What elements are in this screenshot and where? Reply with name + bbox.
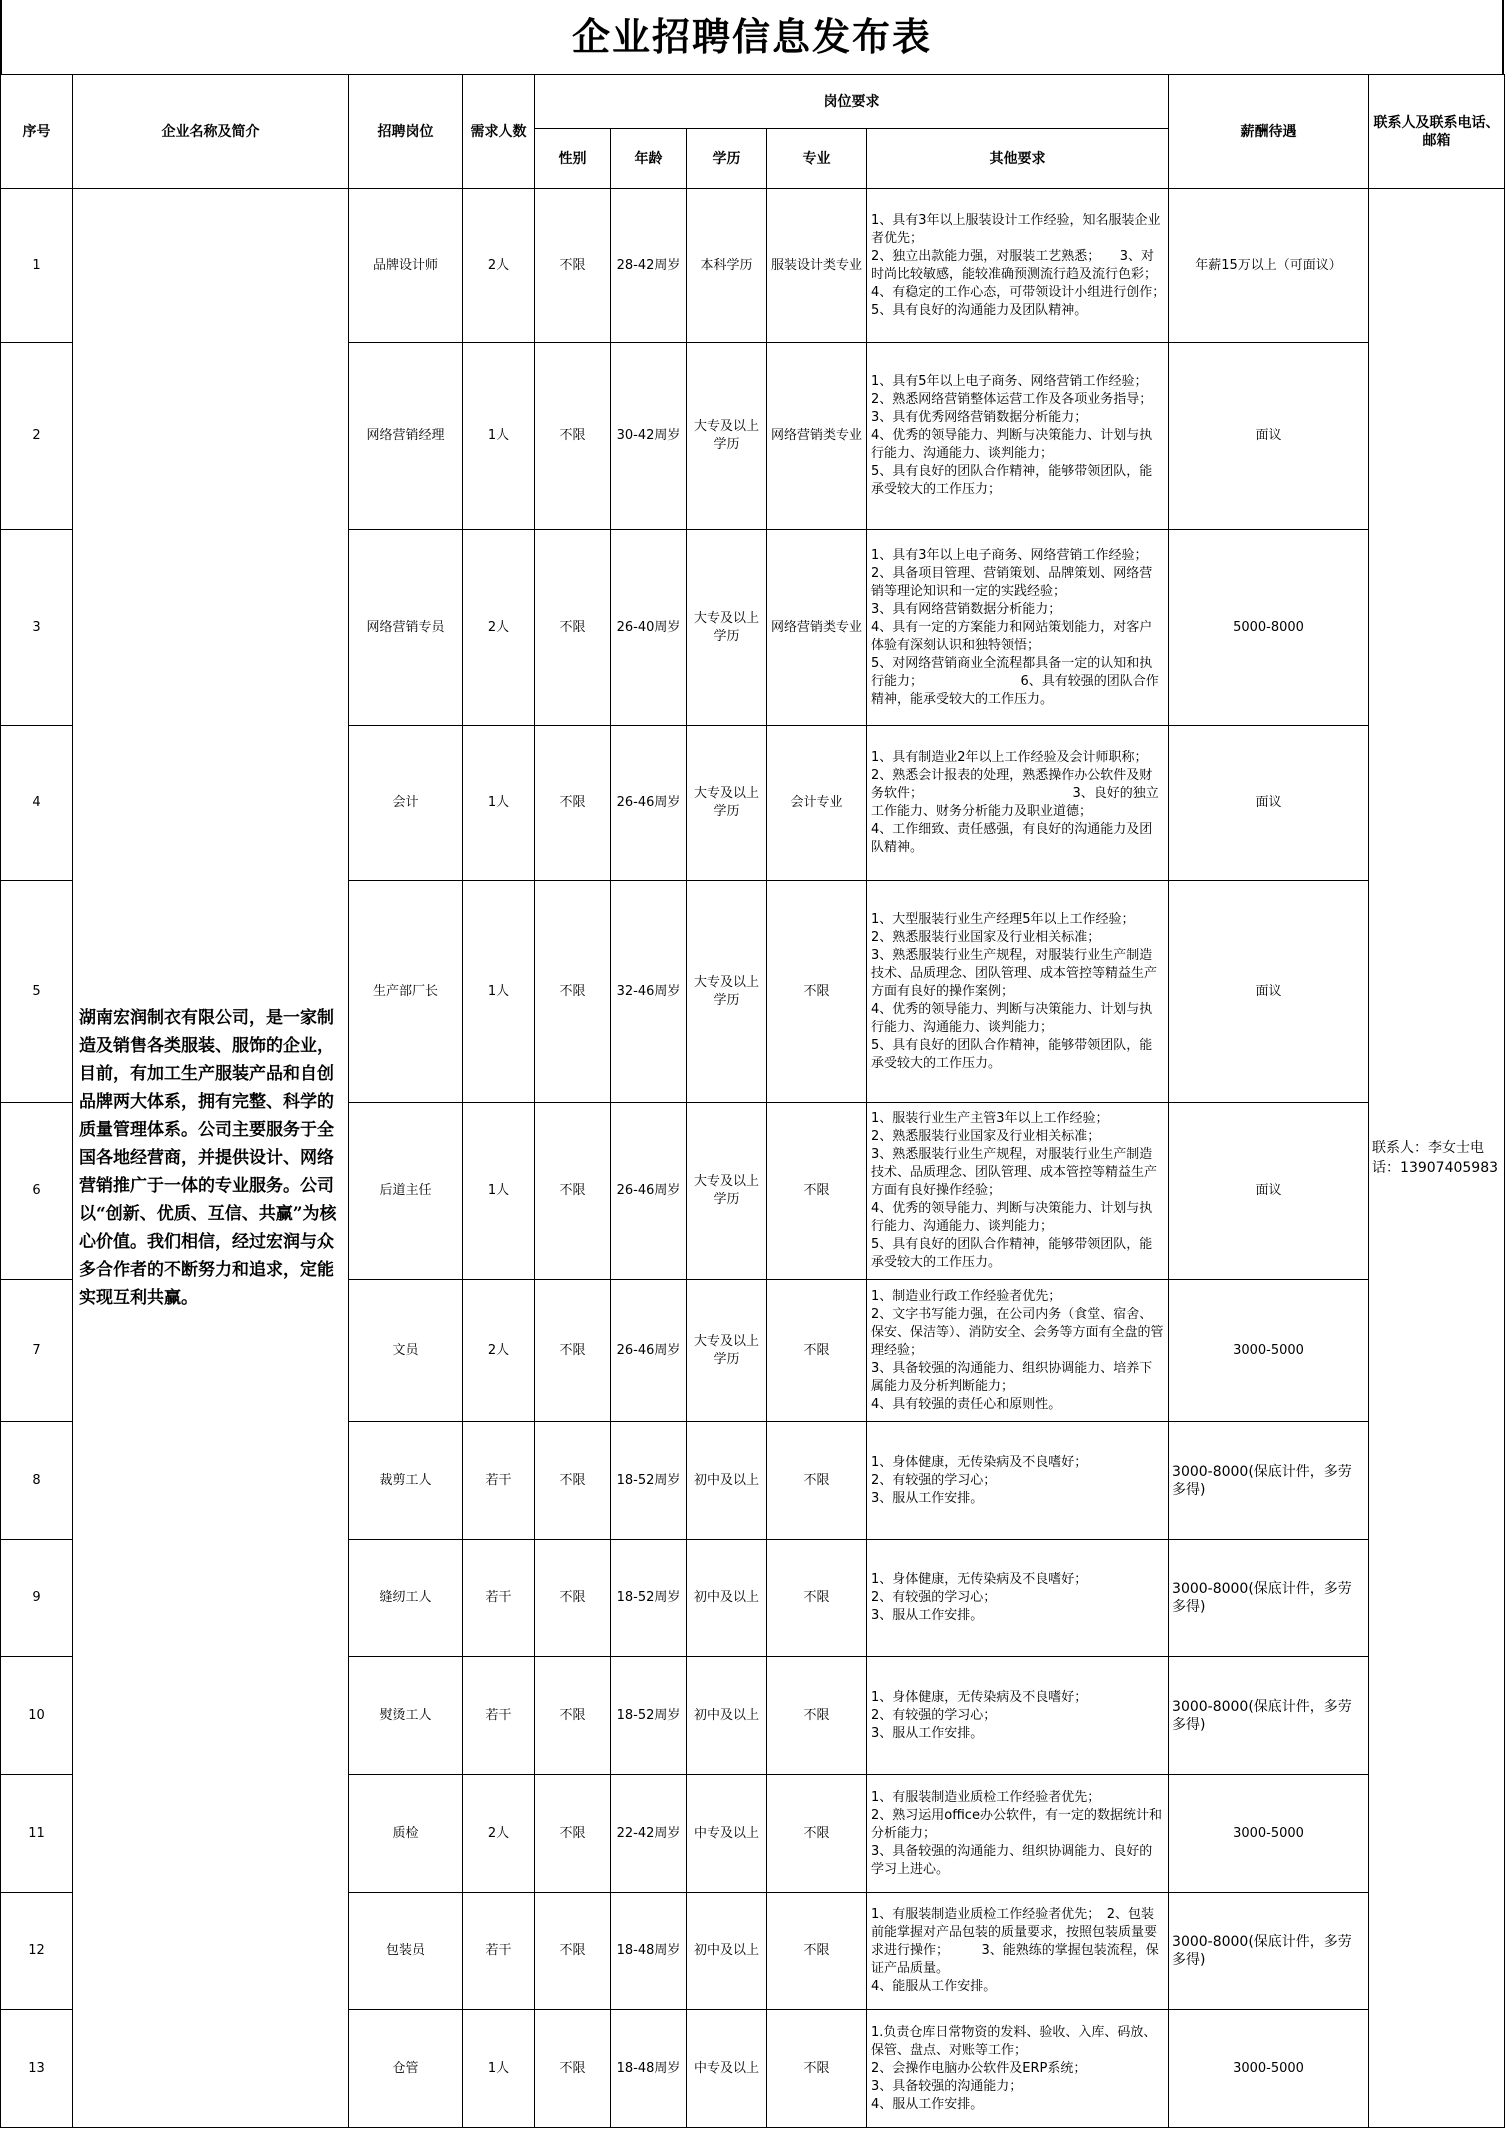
cell-other-requirements xyxy=(867,1893,1169,2010)
cell-major: 不限 xyxy=(767,1540,867,1657)
table-row xyxy=(1,189,1505,343)
requirement-line: 2、熟悉服装行业国家及行业相关标准； xyxy=(871,929,1101,945)
cell-major: 不限 xyxy=(767,1893,867,2010)
requirement-line: 3、具备较强的沟通能力； xyxy=(871,2078,1023,2094)
cell-major: 不限 xyxy=(767,881,867,1103)
cell-position: 网络营销经理 xyxy=(349,343,463,530)
cell-salary: 3000-5000 xyxy=(1169,1280,1369,1422)
cell-gender: 不限 xyxy=(535,1280,611,1422)
requirement-line: 2、熟习运用office办公软件，有一定的数据统计和分析能力； xyxy=(871,1807,1162,1841)
requirement-line: 1、服装行业生产主管3年以上工作经验； xyxy=(871,1111,1109,1126)
cell-seq: 10 xyxy=(1,1657,73,1775)
cell-seq: 2 xyxy=(1,343,73,530)
cell-other-requirements xyxy=(867,1280,1169,1422)
cell-count: 2人 xyxy=(463,189,535,343)
requirement-line: 2、熟悉服装行业国家及行业相关标准； xyxy=(871,1129,1101,1144)
cell-gender: 不限 xyxy=(535,189,611,343)
requirement-line: 2、熟悉网络营销整体运营工作及各项业务指导； 3、具有优秀网络营销数据分析能力； xyxy=(871,392,1367,425)
cell-major: 不限 xyxy=(767,1657,867,1775)
header-contact: 联系人及联系电话、邮箱 xyxy=(1369,75,1505,189)
cell-position: 网络营销专员 xyxy=(349,530,463,726)
header-position: 招聘岗位 xyxy=(349,75,463,189)
recruitment-table xyxy=(0,74,1505,2128)
cell-salary: 5000-8000 xyxy=(1169,530,1369,726)
cell-salary: 面议 xyxy=(1169,881,1369,1103)
cell-position: 裁剪工人 xyxy=(349,1422,463,1540)
requirement-line: 2、独立出款能力强，对服装工艺熟悉； 3、对时尚比较敏感，能较准确预测流行趋及流行色彩； 4、有稳定的工作心态，可带领设计小组进行创作； 5、具有良好的沟通能力及团队精神。 xyxy=(871,248,1263,318)
requirement-line: 5、对网络营销商业全流程都具备一定的认知和执行能力； 6、具有较强的团队合作精神，能承受较大的工作压力。 xyxy=(871,655,1159,707)
cell-education: 中专及以上 xyxy=(687,1775,767,1893)
cell-education: 大专及以上学历 xyxy=(687,343,767,530)
cell-salary: 3000-8000(保底计件，多劳多得) xyxy=(1169,1657,1369,1775)
cell-education: 大专及以上学历 xyxy=(687,1280,767,1422)
requirement-line: 3、具有网络营销数据分析能力； xyxy=(871,601,1062,617)
cell-gender: 不限 xyxy=(535,1540,611,1657)
cell-age: 26-46周岁 xyxy=(611,1280,687,1422)
cell-education: 初中及以上 xyxy=(687,1540,767,1657)
requirement-line: 1、身体健康，无传染病及不良嗜好； xyxy=(871,1689,1088,1705)
cell-age: 32-46周岁 xyxy=(611,881,687,1103)
cell-other-requirements xyxy=(867,1422,1169,1540)
requirement-line: 1、具有5年以上电子商务、网络营销工作经验； xyxy=(871,374,1148,389)
header-age: 年龄 xyxy=(611,129,687,189)
cell-age: 28-42周岁 xyxy=(611,189,687,343)
cell-position: 仓管 xyxy=(349,2010,463,2128)
cell-salary: 3000-8000(保底计件，多劳多得) xyxy=(1169,1422,1369,1540)
cell-education: 初中及以上 xyxy=(687,1422,767,1540)
cell-seq: 7 xyxy=(1,1280,73,1422)
cell-seq: 12 xyxy=(1,1893,73,2010)
cell-education: 大专及以上学历 xyxy=(687,726,767,881)
cell-count: 1人 xyxy=(463,881,535,1103)
requirement-line: 2、有较强的学习心； xyxy=(871,1707,997,1723)
cell-salary: 年薪15万以上（可面议） xyxy=(1169,189,1369,343)
header-education: 学历 xyxy=(687,129,767,189)
cell-age: 30-42周岁 xyxy=(611,343,687,530)
cell-education: 大专及以上学历 xyxy=(687,881,767,1103)
cell-gender: 不限 xyxy=(535,530,611,726)
cell-major: 不限 xyxy=(767,1775,867,1893)
cell-gender: 不限 xyxy=(535,343,611,530)
requirement-line: 4、优秀的领导能力、判断与决策能力、计划与执行能力、沟通能力、谈判能力； xyxy=(871,1001,1153,1035)
header-major: 专业 xyxy=(767,129,867,189)
cell-education: 初中及以上 xyxy=(687,1893,767,2010)
cell-age: 18-48周岁 xyxy=(611,1893,687,2010)
requirement-line: 4、具有一定的方案能力和网站策划能力，对客户体验有深刻认识和独特领悟； xyxy=(871,619,1153,653)
requirement-line: 2、有较强的学习心； xyxy=(871,1472,997,1488)
cell-education: 初中及以上 xyxy=(687,1657,767,1775)
cell-gender: 不限 xyxy=(535,881,611,1103)
cell-position: 包装员 xyxy=(349,1893,463,2010)
cell-gender: 不限 xyxy=(535,2010,611,2128)
cell-gender: 不限 xyxy=(535,1103,611,1280)
cell-age: 18-52周岁 xyxy=(611,1540,687,1657)
cell-salary: 3000-8000(保底计件，多劳多得) xyxy=(1169,1540,1369,1657)
cell-salary: 3000-5000 xyxy=(1169,2010,1369,2128)
cell-count: 2人 xyxy=(463,1775,535,1893)
cell-gender: 不限 xyxy=(535,1422,611,1540)
cell-count: 若干 xyxy=(463,1422,535,1540)
cell-count: 若干 xyxy=(463,1893,535,2010)
requirement-line: 2、有较强的学习心； xyxy=(871,1590,997,1605)
requirement-line: 1、制造业行政工作经验者优先； xyxy=(871,1288,1062,1304)
header-other: 其他要求 xyxy=(867,129,1169,189)
cell-salary: 3000-5000 xyxy=(1169,1775,1369,1893)
cell-count: 若干 xyxy=(463,1540,535,1657)
requirement-line: 1.负责仓库日常物资的发料、验收、入库、码放、保管、盘点、对账等工作； xyxy=(871,2024,1157,2058)
cell-seq: 1 xyxy=(1,189,73,343)
requirement-line: 4、优秀的领导能力、判断与决策能力、计划与执行能力、沟通能力、谈判能力； xyxy=(871,1201,1153,1234)
requirement-line: 3、具备较强的沟通能力、组织协调能力、培养下属能力及分析判断能力； xyxy=(871,1360,1153,1394)
requirement-line: 4、工作细致、责任感强，有良好的沟通能力及团队精神。 xyxy=(871,822,1153,855)
requirement-line: 1、身体健康，无传染病及不良嗜好； xyxy=(871,1454,1088,1470)
cell-count: 1人 xyxy=(463,2010,535,2128)
cell-education: 中专及以上 xyxy=(687,2010,767,2128)
cell-age: 26-46周岁 xyxy=(611,1103,687,1280)
cell-gender: 不限 xyxy=(535,1657,611,1775)
requirement-line: 3、熟悉服装行业生产规程，对服装行业生产制造技术、品质理念、团队管理、成本管控等精益生产方面有良好的操作案例； xyxy=(871,947,1158,999)
cell-age: 18-52周岁 xyxy=(611,1657,687,1775)
cell-position: 文员 xyxy=(349,1280,463,1422)
header-seq: 序号 xyxy=(1,75,73,189)
cell-age: 26-40周岁 xyxy=(611,530,687,726)
cell-position: 后道主任 xyxy=(349,1103,463,1280)
cell-seq: 4 xyxy=(1,726,73,881)
table-header xyxy=(1,75,1505,189)
cell-gender: 不限 xyxy=(535,1775,611,1893)
cell-other-requirements xyxy=(867,1540,1169,1657)
cell-position: 品牌设计师 xyxy=(349,189,463,343)
requirement-line: 5、具有良好的团队合作精神，能够带领团队，能承受较大的工作压力； xyxy=(871,464,1153,497)
cell-education: 本科学历 xyxy=(687,189,767,343)
header-company: 企业名称及简介 xyxy=(73,75,349,189)
cell-seq: 8 xyxy=(1,1422,73,1540)
requirement-line: 3、熟悉服装行业生产规程，对服装行业生产制造技术、品质理念、团队管理、成本管控等精益生产方面有良好操作经验； xyxy=(871,1147,1158,1198)
requirement-line: 1、身体健康，无传染病及不良嗜好； xyxy=(871,1572,1088,1587)
requirement-line: 5、具有良好的团队合作精神，能够带领团队，能承受较大的工作压力。 xyxy=(871,1237,1153,1270)
cell-seq: 9 xyxy=(1,1540,73,1657)
cell-major: 不限 xyxy=(767,1280,867,1422)
cell-age: 26-46周岁 xyxy=(611,726,687,881)
cell-salary: 面议 xyxy=(1169,1103,1369,1280)
cell-seq: 6 xyxy=(1,1103,73,1280)
requirement-line: 3、服从工作安排。 xyxy=(871,1490,984,1506)
requirement-line: 4、服从工作安排。 xyxy=(871,2096,984,2112)
requirement-line: 4、优秀的领导能力、判断与决策能力、计划与执行能力、沟通能力、谈判能力； xyxy=(871,428,1153,461)
cell-count: 1人 xyxy=(463,726,535,881)
cell-salary: 面议 xyxy=(1169,343,1369,530)
requirement-line: 1、具有制造业2年以上工作经验及会计师职称； 2、熟悉会计报表的处理，熟悉操作办公软件及财务软件； 3、良好的独立工作能力、财务分析能力及职业道德； xyxy=(871,750,1350,819)
cell-other-requirements xyxy=(867,1775,1169,1893)
cell-major: 服装设计类专业 xyxy=(767,189,867,343)
header-salary: 薪酬待遇 xyxy=(1169,75,1369,189)
requirement-line: 3、服从工作安排。 xyxy=(871,1608,984,1623)
cell-other-requirements xyxy=(867,189,1263,343)
cell-seq: 11 xyxy=(1,1775,73,1893)
cell-education: 大专及以上学历 xyxy=(687,530,767,726)
table-body xyxy=(1,189,1505,2128)
requirement-line: 4、能服从工作安排。 xyxy=(871,1979,997,1994)
requirement-line: 1、具有3年以上服装设计工作经验，知名服装企业者优先； xyxy=(871,212,1161,246)
cell-position: 质检 xyxy=(349,1775,463,1893)
cell-position: 熨烫工人 xyxy=(349,1657,463,1775)
cell-position: 缝纫工人 xyxy=(349,1540,463,1657)
cell-salary: 面议 xyxy=(1169,726,1369,881)
cell-seq: 3 xyxy=(1,530,73,726)
cell-education: 大专及以上学历 xyxy=(687,1103,767,1280)
contact-info: 联系人：李女士电话：13907405983 xyxy=(1369,189,1505,2128)
requirement-line: 3、具备较强的沟通能力、组织协调能力、良好的学习上进心。 xyxy=(871,1843,1153,1877)
cell-gender: 不限 xyxy=(535,1893,611,2010)
cell-age: 22-42周岁 xyxy=(611,1775,687,1893)
cell-other-requirements xyxy=(867,530,1169,726)
cell-other-requirements xyxy=(867,2010,1169,2128)
cell-count: 1人 xyxy=(463,1103,535,1280)
cell-major: 不限 xyxy=(767,1422,867,1540)
cell-gender: 不限 xyxy=(535,726,611,881)
requirement-line: 1、具有3年以上电子商务、网络营销工作经验； xyxy=(871,547,1148,563)
cell-salary: 3000-8000(保底计件，多劳多得) xyxy=(1169,1893,1369,2010)
cell-major: 网络营销类专业 xyxy=(767,343,867,530)
cell-position: 会计 xyxy=(349,726,463,881)
cell-age: 18-52周岁 xyxy=(611,1422,687,1540)
header-count: 需求人数 xyxy=(463,75,535,189)
cell-count: 2人 xyxy=(463,1280,535,1422)
cell-major: 会计专业 xyxy=(767,726,867,881)
cell-position: 生产部厂长 xyxy=(349,881,463,1103)
requirement-line: 5、具有良好的团队合作精神，能够带领团队，能承受较大的工作压力。 xyxy=(871,1037,1153,1071)
cell-count: 若干 xyxy=(463,1657,535,1775)
cell-other-requirements xyxy=(867,1657,1169,1775)
requirement-line: 1、有服装制造业质检工作经验者优先； xyxy=(871,1789,1101,1805)
header-requirements: 岗位要求 xyxy=(535,75,1169,129)
cell-age: 18-48周岁 xyxy=(611,2010,687,2128)
header-gender: 性别 xyxy=(535,129,611,189)
cell-major: 网络营销类专业 xyxy=(767,530,867,726)
cell-count: 1人 xyxy=(463,343,535,530)
cell-major: 不限 xyxy=(767,2010,867,2128)
requirement-line: 1、有服装制造业质检工作经验者优先； 2、包装前能掌握对产品包装的质量要求，按照包装质量要求进行操作； 3、能熟练的掌握包装流程，保证产品质量。 xyxy=(871,1907,1159,1976)
requirement-line: 2、具备项目管理、营销策划、品牌策划、网络营销等理论知识和一定的实践经验； xyxy=(871,565,1153,599)
requirement-line: 4、具有较强的责任心和原则性。 xyxy=(871,1396,1062,1412)
requirement-line: 3、服从工作安排。 xyxy=(871,1725,984,1741)
company-intro: 湖南宏润制衣有限公司，是一家制造及销售各类服装、服饰的企业，目前，有加工生产服装产品和自创品牌两大体系，拥有完整、科学的质量管理体系。公司主要服务于全国各地经营商，并提供设计、网络营销推广于一体的专业服务。公司以“创新、优质、互信、共赢”为核心价值。我们相信，经过宏润与众多合作者的不断努力和追求，定能实现互利共赢。 xyxy=(73,189,349,2128)
requirement-line: 2、文字书写能力强，在公司内务（食堂、宿舍、保安、保洁等）、消防安全、会务等方面有全盘的管理经验； xyxy=(871,1306,1164,1358)
cell-other-requirements xyxy=(867,881,1169,1103)
cell-seq: 5 xyxy=(1,881,73,1103)
cell-count: 2人 xyxy=(463,530,535,726)
cell-major: 不限 xyxy=(767,1103,867,1280)
requirement-line: 1、大型服装行业生产经理5年以上工作经验； xyxy=(871,911,1135,927)
page-title: 企业招聘信息发布表 xyxy=(0,0,1504,74)
cell-seq: 13 xyxy=(1,2010,73,2128)
cell-other-requirements xyxy=(867,1103,1169,1280)
requirement-line: 2、会操作电脑办公软件及ERP系统； xyxy=(871,2060,1087,2076)
